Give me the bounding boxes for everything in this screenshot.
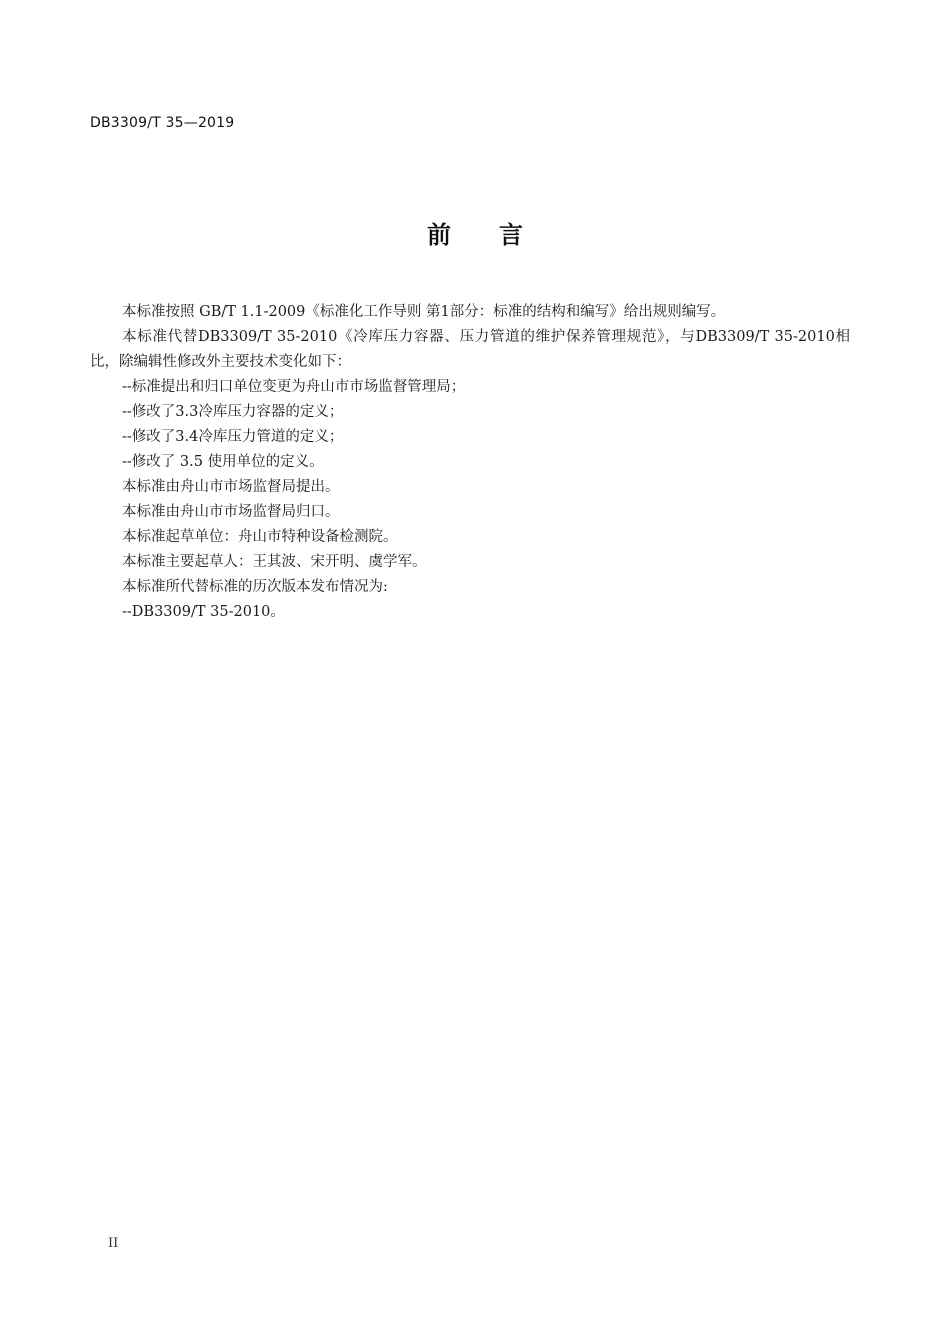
page-number: II [108, 1236, 119, 1251]
page-title: 前言 [427, 221, 571, 249]
paragraph-previous-editions: 本标准所代替标准的历次版本发布情况为: [122, 579, 388, 595]
foreword-body [90, 300, 850, 625]
paragraph-drafters: 本标准主要起草人：王其波、宋开明、虞学军。 [122, 554, 427, 570]
paragraph-replaces-standard: 本标准代替DB3309/T 35-2010《冷库压力容器、压力管道的维护保养管理规范》，与DB3309/T 35-2010相比，除编辑性修改外主要技术变化如下： [90, 329, 850, 370]
paragraph-administered-by: 本标准由舟山市市场监督局归口。 [122, 504, 340, 520]
list-item-change-3: --修改了3.4冷库压力管道的定义； [122, 429, 344, 445]
list-item-previous-edition: --DB3309/T 35-2010。 [122, 604, 285, 620]
paragraph-proposed-by: 本标准由舟山市市场监督局提出。 [122, 479, 340, 495]
paragraph-drafting-rules: 本标准按照 GB/T 1.1-2009《标准化工作导则 第1部分：标准的结构和编写》给出规则编写。 [122, 304, 726, 320]
list-item-change-1: --标准提出和归口单位变更为舟山市市场监督管理局； [122, 379, 466, 395]
document-code: DB3309/T 35—2019 [90, 115, 235, 131]
list-item-change-2: --修改了3.3冷库压力容器的定义； [122, 404, 344, 420]
paragraph-drafting-unit: 本标准起草单位：舟山市特种设备检测院。 [122, 529, 398, 545]
list-item-change-4: --修改了 3.5 使用单位的定义。 [122, 454, 324, 470]
